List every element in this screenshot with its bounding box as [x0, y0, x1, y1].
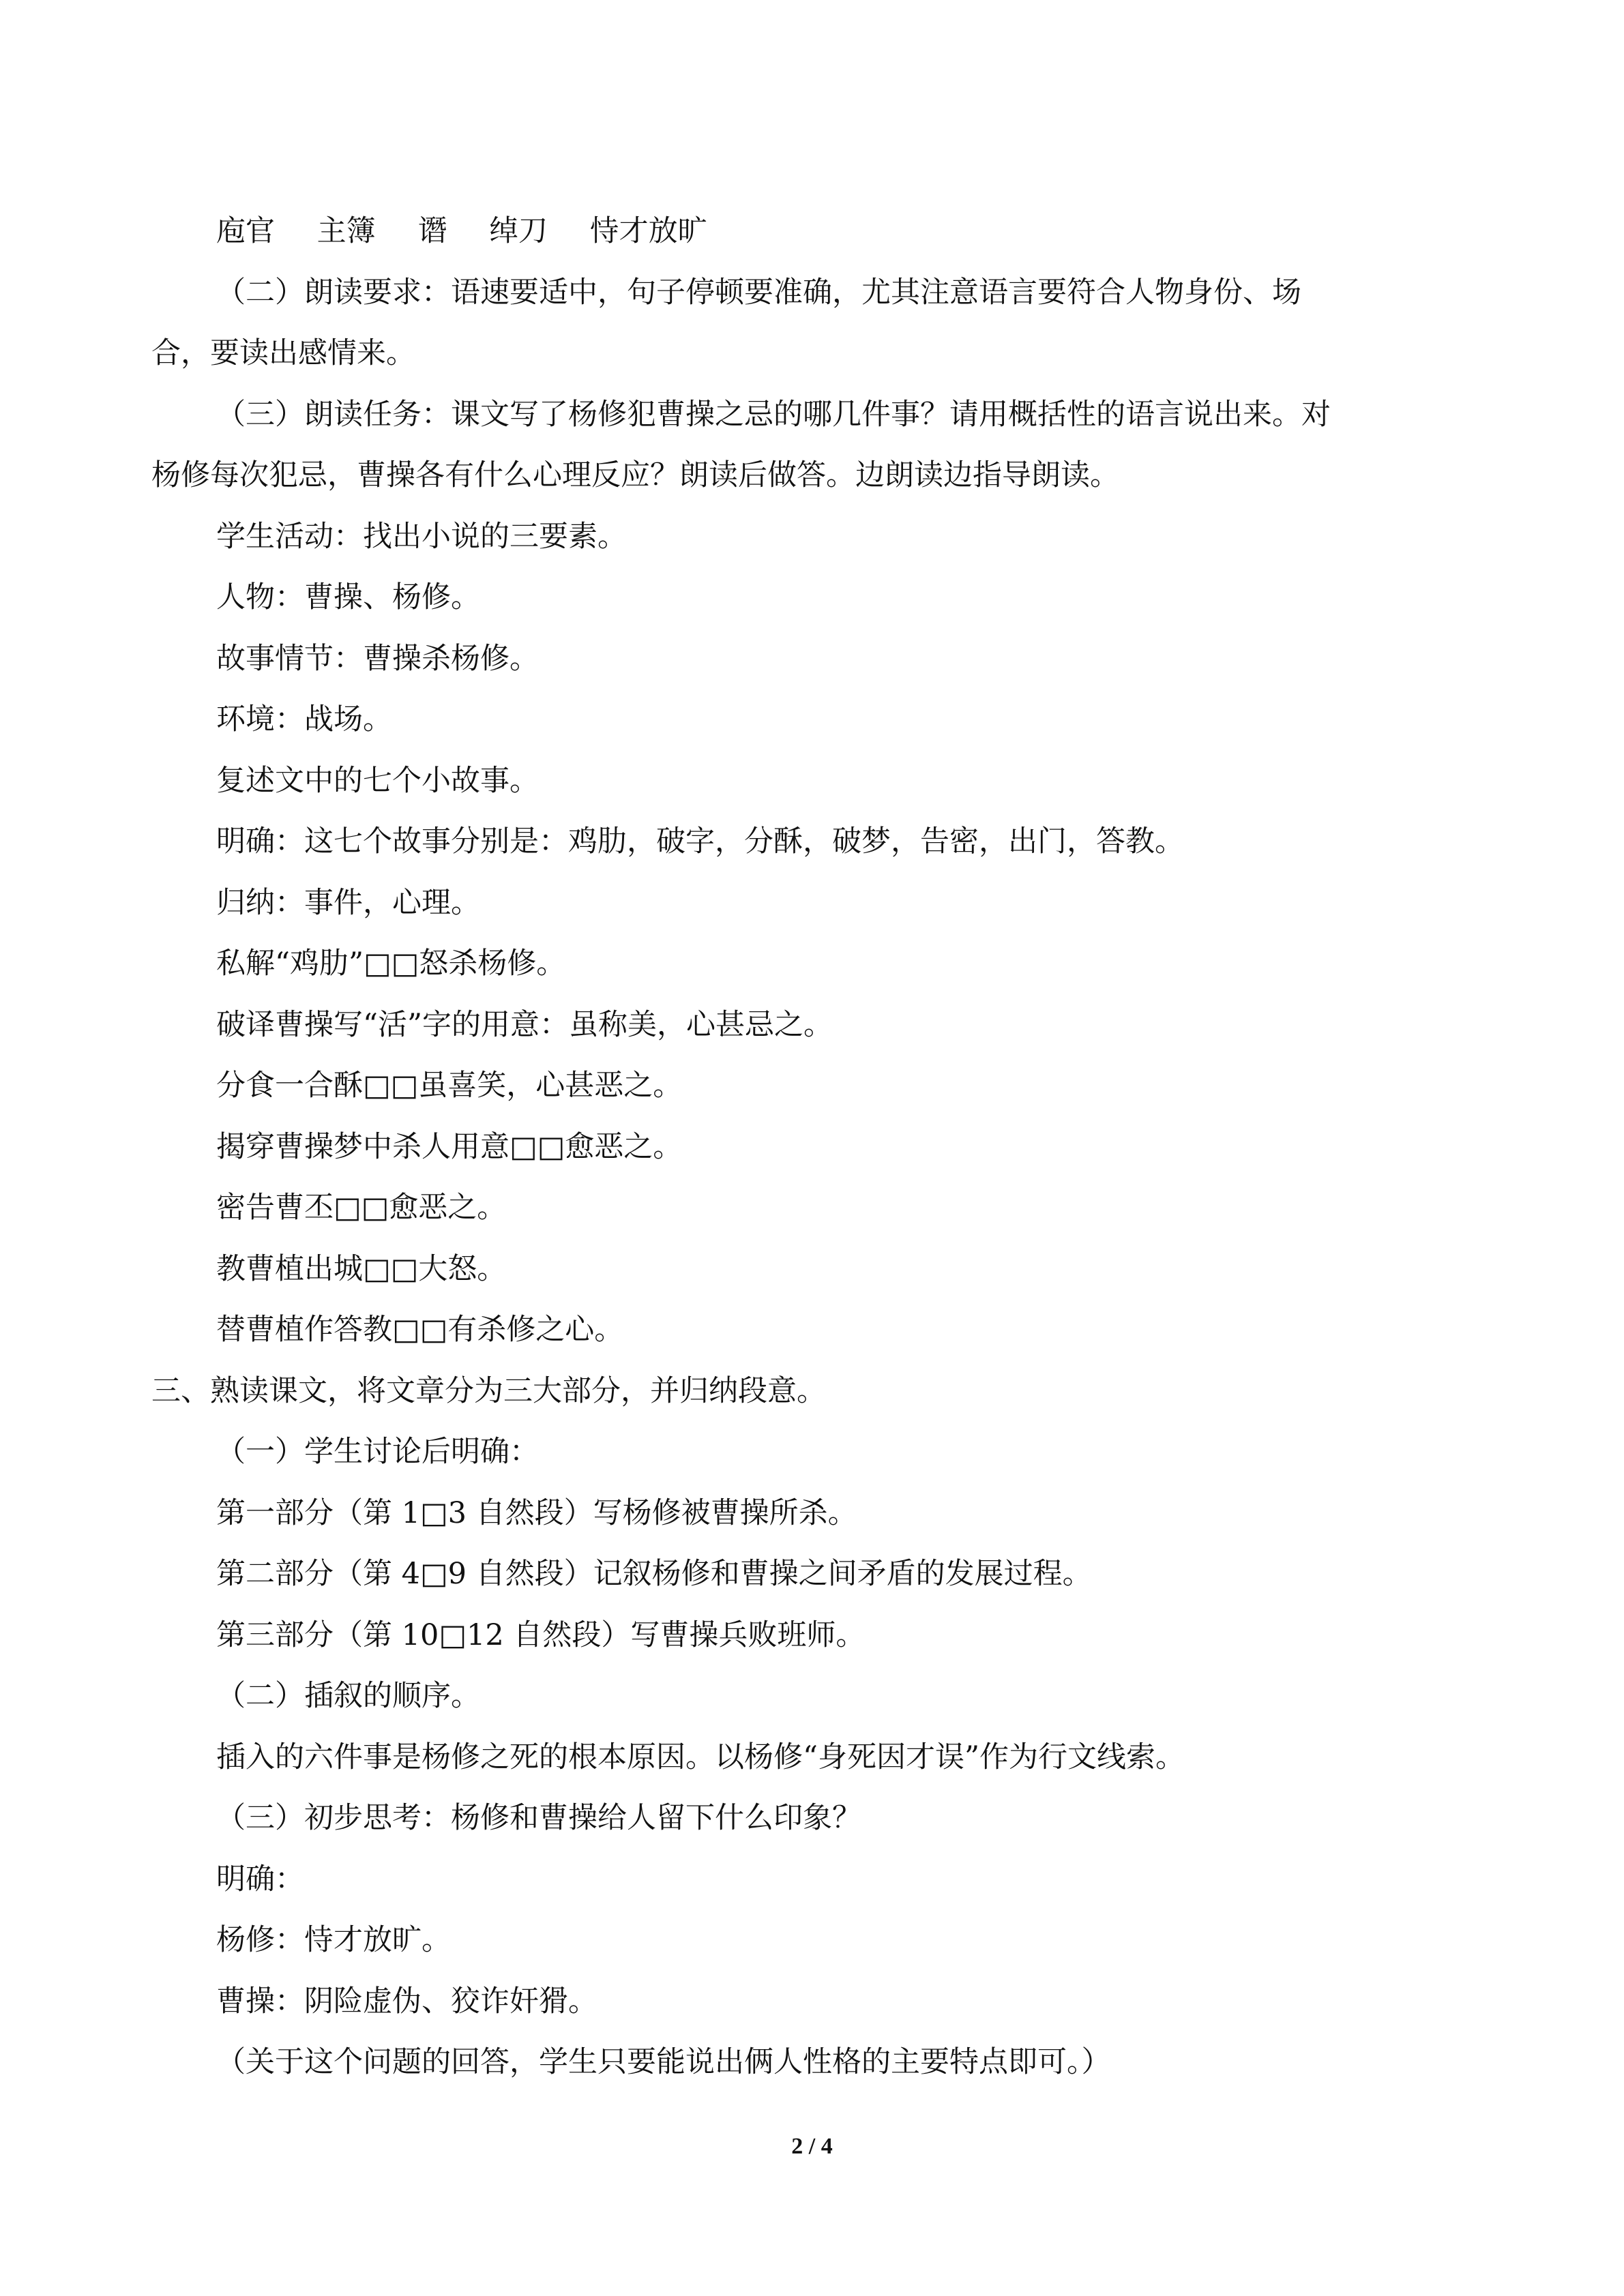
retell-line: 复述文中的七个小故事。 — [216, 763, 539, 798]
reading-task-continued: 杨修每次犯忌，曹操各有什么心理反应？朗读后做答。边朗读边指导朗读。 — [151, 458, 1119, 492]
story-item: 私解“鸡肋”□□怒杀杨修。 — [216, 946, 566, 981]
clarify-label: 明确： — [216, 1862, 304, 1896]
cao-cao-line: 曹操：阴险虚伪、狡诈奸猾。 — [216, 1984, 597, 2018]
flashback-line: 插入的六件事是杨修之死的根本原因。以杨修“身死因才误”作为行文线索。 — [216, 1740, 1185, 1774]
story-item: 揭穿曹操梦中杀人用意□□愈恶之。 — [216, 1129, 683, 1164]
vocab-word: 谮 — [417, 214, 447, 248]
vocabulary-line — [151, 201, 1475, 263]
story-item: 替曹植作答教□□有杀修之心。 — [216, 1313, 624, 1347]
reading-requirement-line: （二）朗读要求：语速要适中，句子停顿要准确，尤其注意语言要符合人物身份、场 — [216, 275, 1301, 310]
characters-line: 人物：曹操、杨修。 — [216, 580, 480, 614]
part-three-line: 第三部分（第 10□12 自然段）写曹操兵败班师。 — [216, 1617, 866, 1652]
student-activity-line: 学生活动：找出小说的三要素。 — [216, 519, 627, 554]
vocab-word: 庖官 — [216, 214, 275, 248]
page-number: 2 / 4 — [791, 2134, 833, 2159]
discussion-line: （一）学生讨论后明确： — [216, 1435, 539, 1469]
yang-xiu-line: 杨修：恃才放旷。 — [216, 1923, 451, 1957]
part-two-line: 第二部分（第 4□9 自然段）记叙杨修和曹操之间矛盾的发展过程。 — [216, 1557, 1092, 1591]
vocab-word: 恃才放旷 — [589, 214, 707, 248]
vocab-word: 主簿 — [316, 214, 376, 248]
document-body — [151, 201, 1475, 2093]
story-item: 破译曹操写“活”字的用意：虽称美，心甚忌之。 — [216, 1007, 833, 1042]
thinking-line: （三）初步思考：杨修和曹操给人留下什么印象？ — [216, 1801, 861, 1835]
note-line: （关于这个问题的回答，学生只要能说出俩人性格的主要特点即可。） — [216, 2045, 1111, 2079]
summary-line: 归纳：事件，心理。 — [216, 885, 480, 920]
reading-task-line: （三）朗读任务：课文写了杨修犯曹操之忌的哪几件事？请用概括性的语言说出来。对 — [216, 397, 1331, 432]
flashback-heading: （二）插叙的顺序。 — [216, 1679, 480, 1713]
story-item: 分食一合酥□□虽喜笑，心甚恶之。 — [216, 1069, 683, 1103]
story-item: 密告曹丕□□愈恶之。 — [216, 1191, 507, 1225]
plot-line: 故事情节：曹操杀杨修。 — [216, 641, 539, 676]
part-one-line: 第一部分（第 1□3 自然段）写杨修被曹操所杀。 — [216, 1495, 857, 1530]
vocab-word: 绰刀 — [489, 214, 548, 248]
section-heading: 三、熟读课文，将文章分为三大部分，并归纳段意。 — [151, 1373, 826, 1408]
reading-requirement-continued: 合，要读出感情来。 — [151, 336, 415, 370]
clarify-stories-line: 明确：这七个故事分别是：鸡肋，破字，分酥，破梦，告密，出门，答教。 — [216, 824, 1184, 859]
setting-line: 环境：战场。 — [216, 702, 392, 736]
story-item: 教曹植出城□□大怒。 — [216, 1251, 507, 1286]
